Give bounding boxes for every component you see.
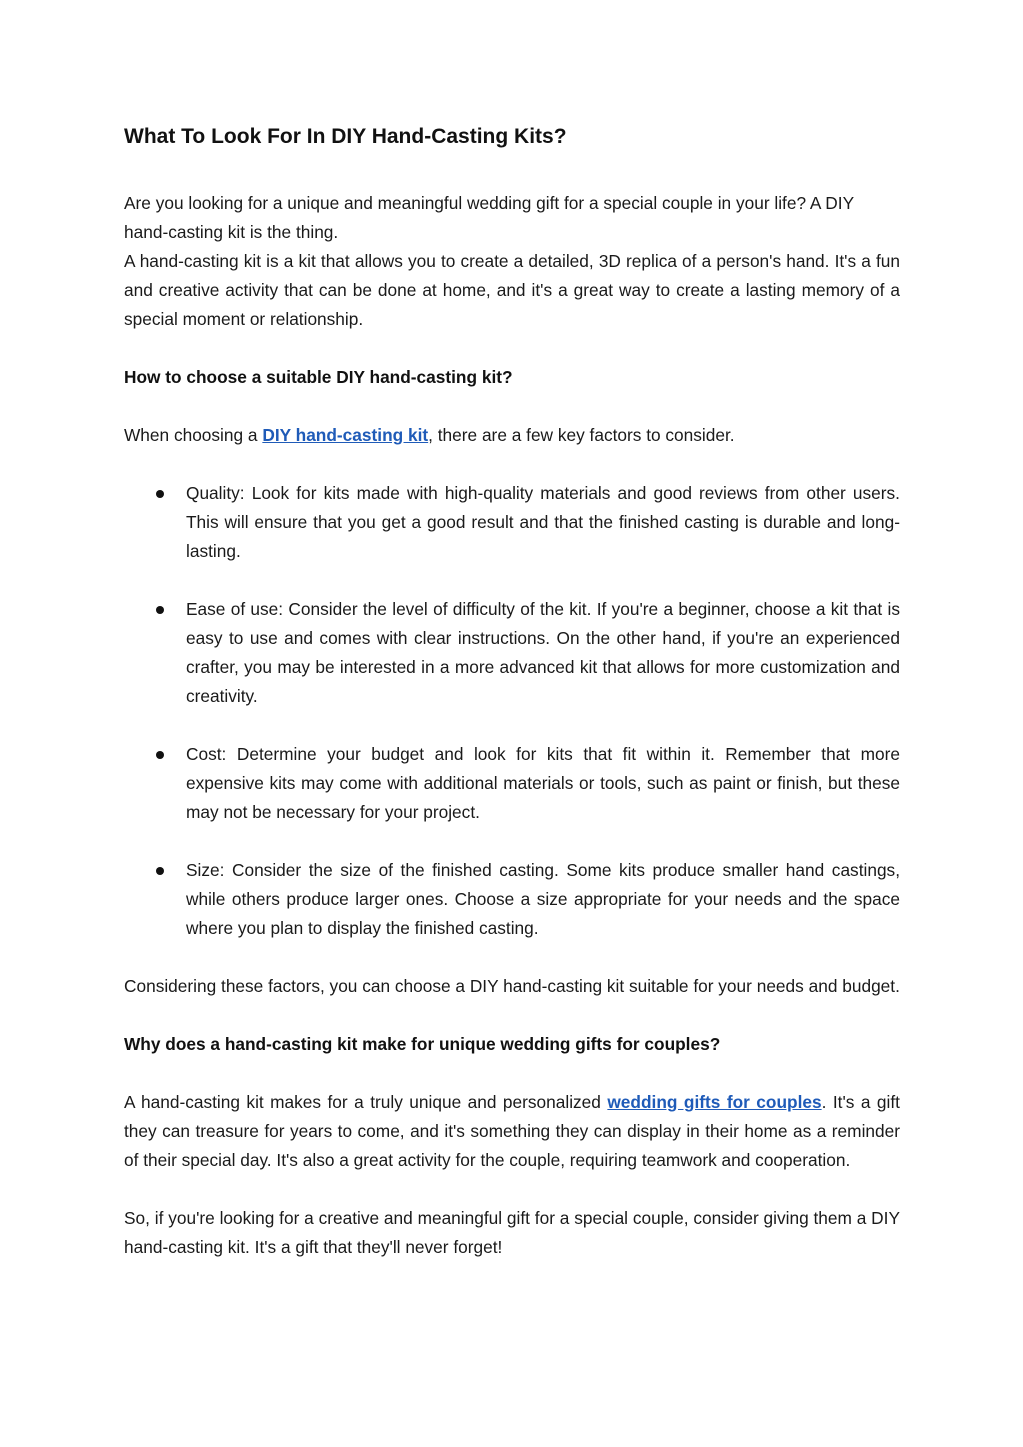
section-heading-why: Why does a hand-casting kit make for unique wedding gifts for couples? [124, 1034, 721, 1054]
spacer [124, 450, 900, 479]
bullet-icon [156, 606, 164, 614]
diy-hand-casting-kit-link[interactable]: DIY hand-casting kit [262, 425, 429, 445]
page-title: What To Look For In DIY Hand-Casting Kits? [124, 125, 567, 148]
intro-paragraph-1: Are you looking for a unique and meaningful wedding gift for a special couple in your life? A DIY hand-casting kit is the thing. [124, 193, 854, 242]
list-item [124, 856, 900, 943]
lead-text-before: When choosing a [124, 425, 263, 445]
bullet-icon [156, 867, 164, 875]
list-item [124, 595, 900, 711]
spacer [124, 1001, 900, 1030]
list-item [124, 479, 900, 566]
spacer [124, 392, 900, 421]
factors-list [124, 479, 900, 943]
factor-cost-text: Cost: Determine your budget and look for kits that fit within it. Remember that more expensive kits may come with additional materials or tools, such as paint or finish, but these may not be necessary for your project. [186, 744, 900, 822]
section-heading-choose: How to choose a suitable DIY hand-casting kit? [124, 367, 513, 387]
why-text-after: . It's a gift they can treasure for years to come, and it's something they can display in their home as a reminder of their special day. It's also a great activity for the couple, requiring teamwork and cooperation. [124, 1092, 900, 1170]
spacer [124, 1059, 900, 1088]
bullet-icon [156, 751, 164, 759]
why-paragraph [124, 1088, 900, 1175]
spacer [124, 1175, 900, 1204]
list-item [124, 740, 900, 827]
wedding-gifts-for-couples-link[interactable]: wedding gifts for couples [607, 1092, 822, 1112]
factor-quality-text: Quality: Look for kits made with high-quality materials and good reviews from other users. This will ensure that you get a good result and that the finished casting is durable and long-lasting. [186, 483, 900, 561]
factor-size-text: Size: Consider the size of the finished casting. Some kits produce smaller hand castings, while others produce larger ones. Choose a size appropriate for your needs and the space where you plan to display the finished casting. [186, 860, 900, 938]
lead-text-after: , there are a few key factors to consider. [428, 425, 735, 445]
factor-ease-text: Ease of use: Consider the level of difficulty of the kit. If you're a beginner, choose a kit that is easy to use and comes with clear instructions. On the other hand, if you're an experienced crafter, you may be interested in a more advanced kit that allows for more customization and creativity. [186, 599, 900, 706]
why-text-before: A hand-casting kit makes for a truly unique and personalized [124, 1092, 608, 1112]
closing-paragraph: So, if you're looking for a creative and meaningful gift for a special couple, consider giving them a DIY hand-casting kit. It's a gift that they'll never forget! [124, 1208, 900, 1257]
document-page [124, 122, 900, 1262]
factors-conclusion: Considering these factors, you can choose a DIY hand-casting kit suitable for your needs and budget. [124, 976, 900, 996]
spacer [124, 334, 900, 363]
bullet-icon [156, 490, 164, 498]
intro-paragraph-2: A hand-casting kit is a kit that allows you to create a detailed, 3D replica of a person's hand. It's a fun and creative activity that can be done at home, and it's a great way to create a lasting memory of a special moment or relationship. [124, 251, 900, 329]
choose-lead-paragraph [124, 421, 900, 450]
